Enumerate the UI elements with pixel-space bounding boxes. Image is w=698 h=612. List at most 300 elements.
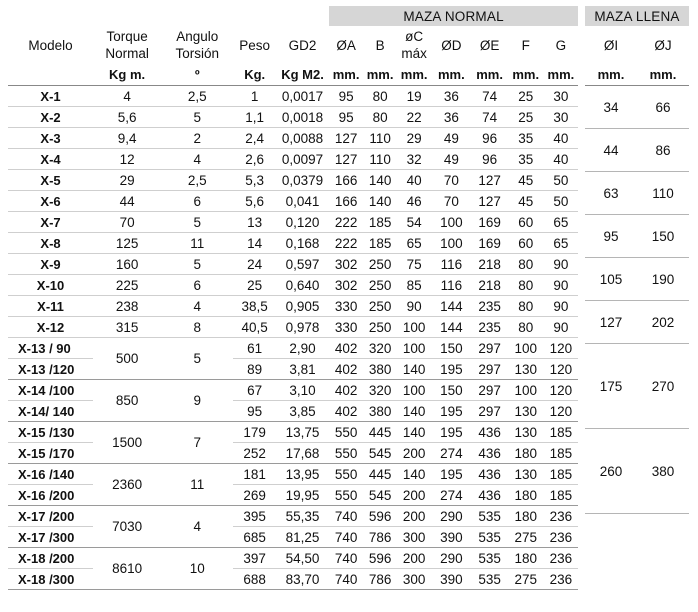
b-cell: 545	[363, 485, 397, 506]
e-cell: 535	[472, 569, 508, 590]
g-cell: 120	[544, 359, 578, 380]
g-cell: 185	[544, 443, 578, 464]
table-row	[8, 296, 578, 317]
f-cell: 35	[508, 128, 544, 149]
d-cell: 100	[431, 233, 471, 254]
g-cell: 50	[544, 191, 578, 212]
f-cell: 100	[508, 380, 544, 401]
e-cell: 436	[472, 464, 508, 485]
maza-llena-table	[585, 6, 689, 514]
c-cell: 65	[397, 233, 431, 254]
torque-cell: 500	[93, 338, 161, 380]
g-cell: 120	[544, 401, 578, 422]
peso-cell: 61	[233, 338, 276, 359]
model-cell: X-13 / 90	[8, 338, 93, 359]
model-cell: X-8	[8, 233, 93, 254]
torque-cell: 4	[93, 86, 161, 107]
b-cell: 320	[363, 380, 397, 401]
e-cell: 74	[472, 86, 508, 107]
g-cell: 30	[544, 86, 578, 107]
model-cell: X-11	[8, 296, 93, 317]
d-cell: 390	[431, 527, 471, 548]
a-cell: 302	[329, 254, 363, 275]
a-cell: 330	[329, 296, 363, 317]
peso-cell: 181	[233, 464, 276, 485]
angle-cell: 11	[161, 464, 233, 506]
d-cell: 49	[431, 128, 471, 149]
d-cell: 36	[431, 107, 471, 128]
model-cell: X-14 /100	[8, 380, 93, 401]
angle-cell: 5	[161, 254, 233, 275]
g-cell: 236	[544, 548, 578, 569]
gd2-cell: 0,597	[276, 254, 329, 275]
gd2-cell: 3,85	[276, 401, 329, 422]
a-cell: 740	[329, 527, 363, 548]
col-peso-header: Peso	[239, 37, 271, 53]
a-cell: 166	[329, 191, 363, 212]
angle-cell: 2,5	[161, 86, 233, 107]
e-cell: 96	[472, 128, 508, 149]
peso-cell: 5,6	[233, 191, 276, 212]
col-i-header: ØI	[603, 37, 619, 53]
maza-normal-table	[8, 6, 578, 590]
a-cell: 127	[329, 149, 363, 170]
torque-cell: 8610	[93, 548, 161, 590]
d-cell: 100	[431, 212, 471, 233]
table-row	[8, 107, 578, 128]
f-cell: 130	[508, 464, 544, 485]
j-cell: 380	[637, 429, 689, 514]
col-a-header: ØA	[336, 37, 356, 53]
f-cell: 130	[508, 401, 544, 422]
g-cell: 90	[544, 254, 578, 275]
g-cell: 236	[544, 506, 578, 527]
torque-cell: 225	[93, 275, 161, 296]
g-cell: 90	[544, 317, 578, 338]
torque-cell: 70	[93, 212, 161, 233]
side-row	[585, 129, 689, 172]
angle-cell: 8	[161, 317, 233, 338]
unit-i: mm.	[585, 64, 637, 86]
g-cell: 50	[544, 170, 578, 191]
torque-cell: 29	[93, 170, 161, 191]
c-cell: 19	[397, 86, 431, 107]
table-row	[8, 212, 578, 233]
model-cell: X-15 /130	[8, 422, 93, 443]
d-cell: 36	[431, 86, 471, 107]
e-cell: 169	[472, 233, 508, 254]
a-cell: 550	[329, 422, 363, 443]
j-cell: 190	[637, 258, 689, 301]
gd2-cell: 55,35	[276, 506, 329, 527]
b-cell: 380	[363, 401, 397, 422]
c-cell: 300	[397, 569, 431, 590]
f-cell: 80	[508, 317, 544, 338]
b-cell: 250	[363, 254, 397, 275]
j-cell: 86	[637, 129, 689, 172]
b-cell: 80	[363, 86, 397, 107]
g-cell: 120	[544, 338, 578, 359]
c-cell: 200	[397, 548, 431, 569]
f-cell: 25	[508, 107, 544, 128]
b-cell: 110	[363, 149, 397, 170]
c-cell: 100	[397, 380, 431, 401]
f-cell: 130	[508, 359, 544, 380]
d-cell: 70	[431, 191, 471, 212]
e-cell: 436	[472, 485, 508, 506]
peso-cell: 397	[233, 548, 276, 569]
f-cell: 80	[508, 296, 544, 317]
unit-f: mm.	[508, 64, 544, 86]
peso-cell: 40,5	[233, 317, 276, 338]
peso-cell: 14	[233, 233, 276, 254]
b-cell: 185	[363, 233, 397, 254]
torque-cell: 850	[93, 380, 161, 422]
f-cell: 35	[508, 149, 544, 170]
b-cell: 250	[363, 275, 397, 296]
table-row	[8, 275, 578, 296]
peso-cell: 95	[233, 401, 276, 422]
g-cell: 90	[544, 275, 578, 296]
g-cell: 185	[544, 485, 578, 506]
e-cell: 127	[472, 191, 508, 212]
torque-cell: 7030	[93, 506, 161, 548]
peso-cell: 67	[233, 380, 276, 401]
peso-cell: 13	[233, 212, 276, 233]
a-cell: 95	[329, 86, 363, 107]
e-cell: 127	[472, 170, 508, 191]
f-cell: 25	[508, 86, 544, 107]
gd2-cell: 3,10	[276, 380, 329, 401]
d-cell: 116	[431, 254, 471, 275]
b-cell: 596	[363, 548, 397, 569]
table-row	[8, 149, 578, 170]
peso-cell: 2,6	[233, 149, 276, 170]
b-cell: 140	[363, 170, 397, 191]
gd2-cell: 83,70	[276, 569, 329, 590]
angle-cell: 11	[161, 233, 233, 254]
b-cell: 445	[363, 422, 397, 443]
angle-cell: 10	[161, 548, 233, 590]
model-cell: X-9	[8, 254, 93, 275]
col-d-header: ØD	[441, 37, 462, 53]
i-cell: 127	[585, 301, 637, 344]
gd2-cell: 0,041	[276, 191, 329, 212]
d-cell: 144	[431, 296, 471, 317]
e-cell: 436	[472, 443, 508, 464]
c-cell: 32	[397, 149, 431, 170]
unit-j: mm.	[637, 64, 689, 86]
angle-cell: 2,5	[161, 170, 233, 191]
peso-cell: 2,4	[233, 128, 276, 149]
i-cell: 105	[585, 258, 637, 301]
col-gd2-header: GD2	[288, 37, 317, 53]
g-cell: 40	[544, 149, 578, 170]
gd2-cell: 13,95	[276, 464, 329, 485]
e-cell: 169	[472, 212, 508, 233]
peso-cell: 688	[233, 569, 276, 590]
model-cell: X-10	[8, 275, 93, 296]
gd2-cell: 0,0379	[276, 170, 329, 191]
peso-cell: 25	[233, 275, 276, 296]
a-cell: 740	[329, 569, 363, 590]
c-cell: 140	[397, 359, 431, 380]
g-cell: 120	[544, 380, 578, 401]
a-cell: 550	[329, 443, 363, 464]
a-cell: 166	[329, 170, 363, 191]
model-cell: X-6	[8, 191, 93, 212]
angle-cell: 4	[161, 149, 233, 170]
model-cell: X-17 /200	[8, 506, 93, 527]
c-cell: 75	[397, 254, 431, 275]
b-cell: 545	[363, 443, 397, 464]
unit-d: mm.	[431, 64, 471, 86]
a-cell: 222	[329, 233, 363, 254]
gd2-cell: 0,0018	[276, 107, 329, 128]
b-cell: 80	[363, 107, 397, 128]
e-cell: 218	[472, 275, 508, 296]
f-cell: 45	[508, 191, 544, 212]
c-cell: 200	[397, 506, 431, 527]
table-row	[8, 254, 578, 275]
peso-cell: 1,1	[233, 107, 276, 128]
model-cell: X-16 /140	[8, 464, 93, 485]
g-cell: 65	[544, 233, 578, 254]
i-cell: 260	[585, 429, 637, 514]
b-cell: 110	[363, 128, 397, 149]
c-cell: 140	[397, 422, 431, 443]
i-cell: 34	[585, 86, 637, 129]
b-cell: 185	[363, 212, 397, 233]
e-cell: 535	[472, 527, 508, 548]
peso-cell: 5,3	[233, 170, 276, 191]
c-cell: 29	[397, 128, 431, 149]
angle-cell: 5	[161, 338, 233, 380]
j-cell: 150	[637, 215, 689, 258]
table-row	[8, 191, 578, 212]
e-cell: 96	[472, 149, 508, 170]
e-cell: 297	[472, 380, 508, 401]
d-cell: 195	[431, 464, 471, 485]
g-cell: 90	[544, 296, 578, 317]
c-cell: 90	[397, 296, 431, 317]
g-cell: 236	[544, 527, 578, 548]
maza-normal-body	[8, 86, 578, 590]
e-cell: 235	[472, 296, 508, 317]
e-cell: 297	[472, 359, 508, 380]
gd2-cell: 0,978	[276, 317, 329, 338]
a-cell: 740	[329, 506, 363, 527]
angle-cell: 6	[161, 191, 233, 212]
d-cell: 70	[431, 170, 471, 191]
b-cell: 250	[363, 296, 397, 317]
col-modelo-header: Modelo	[28, 37, 73, 53]
unit-peso: Kg.	[233, 64, 276, 86]
maza-llena-band: MAZA LLENA	[585, 6, 689, 26]
peso-cell: 38,5	[233, 296, 276, 317]
maza-llena-body	[585, 86, 689, 514]
peso-cell: 24	[233, 254, 276, 275]
model-cell: X-5	[8, 170, 93, 191]
f-cell: 180	[508, 485, 544, 506]
f-cell: 80	[508, 275, 544, 296]
torque-cell: 315	[93, 317, 161, 338]
g-cell: 185	[544, 422, 578, 443]
model-cell: X-13 /120	[8, 359, 93, 380]
d-cell: 195	[431, 422, 471, 443]
side-row	[585, 344, 689, 429]
c-cell: 140	[397, 464, 431, 485]
unit-b: mm.	[363, 64, 397, 86]
e-cell: 74	[472, 107, 508, 128]
table-row	[8, 548, 578, 569]
unit-e: mm.	[472, 64, 508, 86]
unit-torque: Kg m.	[93, 64, 161, 86]
c-cell: 22	[397, 107, 431, 128]
a-cell: 402	[329, 401, 363, 422]
torque-cell: 1500	[93, 422, 161, 464]
b-cell: 786	[363, 527, 397, 548]
gd2-cell: 0,640	[276, 275, 329, 296]
g-cell: 185	[544, 464, 578, 485]
f-cell: 45	[508, 170, 544, 191]
a-cell: 550	[329, 485, 363, 506]
e-cell: 297	[472, 401, 508, 422]
g-cell: 65	[544, 212, 578, 233]
angle-cell: 2	[161, 128, 233, 149]
maza-normal-band: MAZA NORMAL	[329, 6, 578, 26]
angle-cell: 7	[161, 422, 233, 464]
b-cell: 140	[363, 191, 397, 212]
torque-cell: 2360	[93, 464, 161, 506]
gd2-cell: 0,905	[276, 296, 329, 317]
a-cell: 402	[329, 359, 363, 380]
gd2-cell: 3,81	[276, 359, 329, 380]
i-cell: 44	[585, 129, 637, 172]
c-cell: 46	[397, 191, 431, 212]
table-row	[8, 380, 578, 401]
a-cell: 550	[329, 464, 363, 485]
d-cell: 150	[431, 338, 471, 359]
d-cell: 290	[431, 506, 471, 527]
table-row	[8, 128, 578, 149]
b-cell: 786	[363, 569, 397, 590]
unit-g: mm.	[544, 64, 578, 86]
angle-cell: 5	[161, 212, 233, 233]
c-cell: 300	[397, 527, 431, 548]
col-j-header: ØJ	[654, 37, 672, 53]
i-cell: 63	[585, 172, 637, 215]
d-cell: 150	[431, 380, 471, 401]
gd2-cell: 81,25	[276, 527, 329, 548]
model-cell: X-4	[8, 149, 93, 170]
table-row	[8, 170, 578, 191]
torque-cell: 12	[93, 149, 161, 170]
peso-cell: 179	[233, 422, 276, 443]
f-cell: 180	[508, 506, 544, 527]
gd2-cell: 0,120	[276, 212, 329, 233]
gd2-cell: 19,95	[276, 485, 329, 506]
model-cell: X-1	[8, 86, 93, 107]
c-cell: 54	[397, 212, 431, 233]
col-g-header: G	[555, 37, 567, 53]
c-cell: 200	[397, 443, 431, 464]
col-e-header: ØE	[479, 37, 500, 53]
model-cell: X-12	[8, 317, 93, 338]
f-cell: 100	[508, 338, 544, 359]
c-cell: 140	[397, 401, 431, 422]
f-cell: 80	[508, 254, 544, 275]
model-cell: X-17 /300	[8, 527, 93, 548]
angle-cell: 4	[161, 506, 233, 548]
model-cell: X-16 /200	[8, 485, 93, 506]
torque-cell: 238	[93, 296, 161, 317]
angle-cell: 6	[161, 275, 233, 296]
e-cell: 218	[472, 254, 508, 275]
gd2-cell: 13,75	[276, 422, 329, 443]
model-cell: X-7	[8, 212, 93, 233]
side-row	[585, 301, 689, 344]
model-cell: X-2	[8, 107, 93, 128]
gd2-cell: 17,68	[276, 443, 329, 464]
c-cell: 100	[397, 338, 431, 359]
e-cell: 297	[472, 338, 508, 359]
a-cell: 302	[329, 275, 363, 296]
peso-cell: 269	[233, 485, 276, 506]
a-cell: 330	[329, 317, 363, 338]
d-cell: 274	[431, 485, 471, 506]
d-cell: 144	[431, 317, 471, 338]
table-row	[8, 338, 578, 359]
f-cell: 130	[508, 422, 544, 443]
j-cell: 202	[637, 301, 689, 344]
table-row	[8, 317, 578, 338]
d-cell: 195	[431, 359, 471, 380]
f-cell: 60	[508, 233, 544, 254]
c-cell: 200	[397, 485, 431, 506]
f-cell: 275	[508, 569, 544, 590]
d-cell: 195	[431, 401, 471, 422]
c-cell: 40	[397, 170, 431, 191]
b-cell: 445	[363, 464, 397, 485]
side-row	[585, 429, 689, 514]
peso-cell: 252	[233, 443, 276, 464]
b-cell: 596	[363, 506, 397, 527]
d-cell: 274	[431, 443, 471, 464]
j-cell: 270	[637, 344, 689, 429]
d-cell: 49	[431, 149, 471, 170]
e-cell: 235	[472, 317, 508, 338]
d-cell: 290	[431, 548, 471, 569]
f-cell: 60	[508, 212, 544, 233]
col-c-header: øC máx	[401, 29, 427, 61]
side-row	[585, 215, 689, 258]
col-torque-header: Torque Normal	[105, 29, 149, 61]
unit-a: mm.	[329, 64, 363, 86]
col-angulo-header: Angulo Torsión	[175, 29, 220, 61]
g-cell: 30	[544, 107, 578, 128]
peso-cell: 89	[233, 359, 276, 380]
model-cell: X-14/ 140	[8, 401, 93, 422]
torque-cell: 160	[93, 254, 161, 275]
unit-gd2: Kg M2.	[276, 64, 329, 86]
torque-cell: 44	[93, 191, 161, 212]
angle-cell: 4	[161, 296, 233, 317]
c-cell: 85	[397, 275, 431, 296]
torque-cell: 9,4	[93, 128, 161, 149]
e-cell: 535	[472, 506, 508, 527]
d-cell: 116	[431, 275, 471, 296]
